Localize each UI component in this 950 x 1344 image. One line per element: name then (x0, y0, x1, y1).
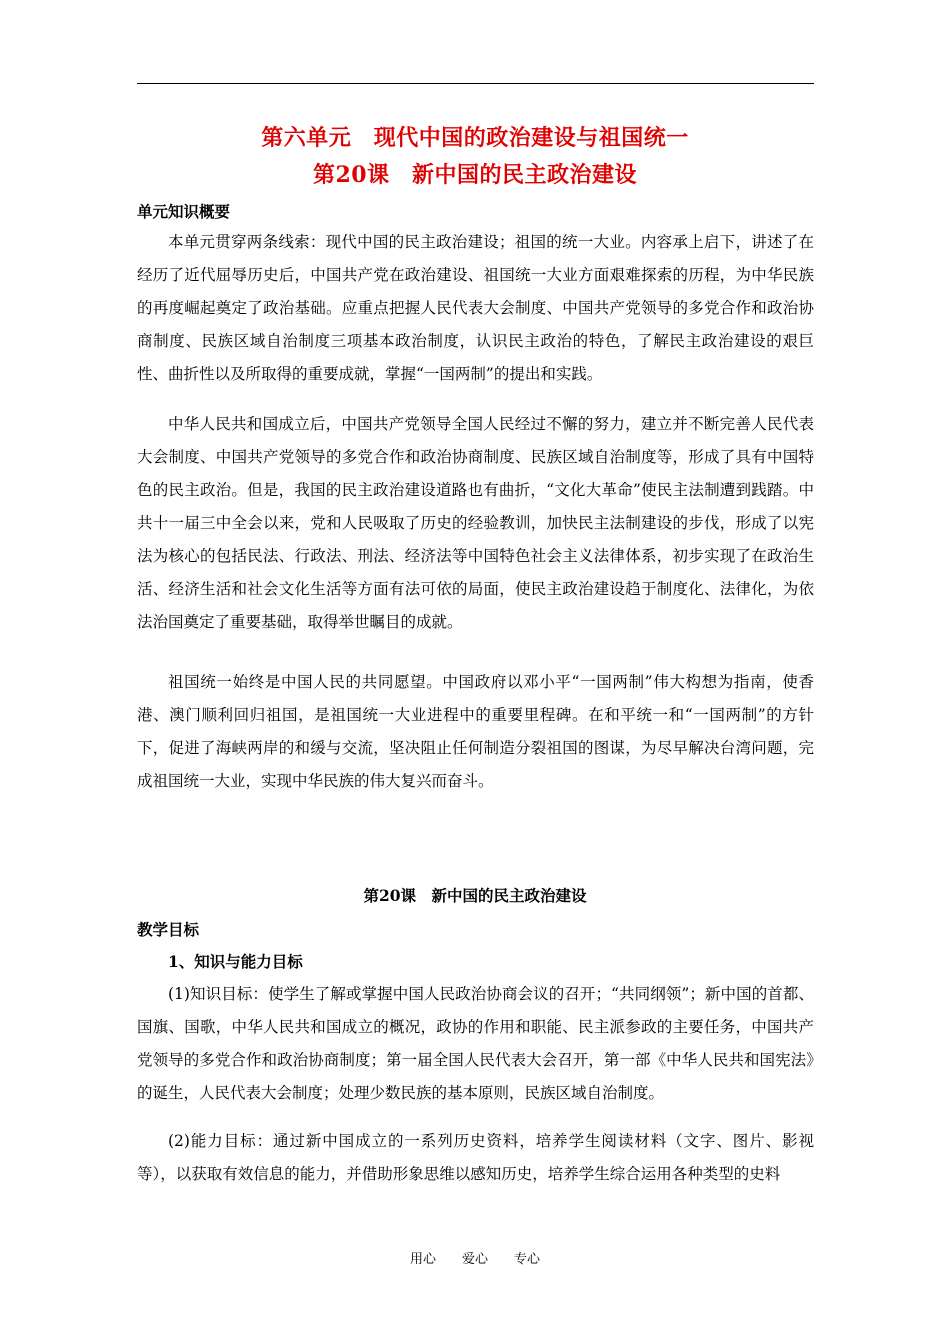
lesson-subtitle: 第20课 新中国的民主政治建设 (363, 886, 587, 905)
goal-paragraph-2: (2)能力目标：通过新中国成立的一系列历史资料，培养学生阅读材料（文字、图片、影视等），以获取有效信息的能力，并借助形象思维以感知历史，培养学生综合运用各种类型的史料 (137, 1132, 814, 1183)
overview-paragraph-2: 中华人民共和国成立后，中国共产党领导全国人民经过不懈的努力，建立并不断完善人民代表大会制度、中国共产党领导的多党合作和政治协商制度、民族区域自治制度等，形成了具有中国特色的民主政治。但是，我国的民主政治建设道路也有曲折，“文化大革命”使民主法制遭到践踏。中共十一届三中全会以来，党和人民吸取了历史的经验教训，加快民主法制建设的步伐，形成了以宪法为核心的包括民法、行政法、刑法、经济法等中国特色社会主义法律体系，初步实现了在政治生活、经济生活和社会文化生活等方面有法可依的局面，使民主政治建设趋于制度化、法律化，为依法治国奠定了重要基础，取得举世瞩目的成就。 (137, 415, 814, 631)
knowledge-heading: 1、知识与能力目标 (168, 952, 303, 971)
goals-heading: 教学目标 (137, 920, 200, 939)
goal-paragraph-1: (1)知识目标：使学生了解或掌握中国人民政治协商会议的召开；“共同纲领”；新中国的首都、国旗、国歌，中华人民共和国成立的概况，政协的作用和职能、民主派参政的主要任务，中国共产党领导的多党合作和政治协商制度；第一届全国人民代表大会召开，第一部《中华人民共和国宪法》的诞生，人民代表大会制度；处理少数民族的基本原则，民族区域自治制度。 (137, 985, 814, 1102)
overview-heading: 单元知识概要 (137, 202, 231, 221)
overview-paragraph-1: 本单元贯穿两条线索：现代中国的民主政治建设；祖国的统一大业。内容承上启下，讲述了在经历了近代屈辱历史后，中国共产党在政治建设、祖国统一大业方面艰难探索的历程，为中华民族的再度崛起奠定了政治基础。应重点把握人民代表大会制度、中国共产党领导的多党合作和政治协商制度、民族区域自治制度三项基本政治制度，认识民主政治的特色，了解民主政治建设的艰巨性、曲折性以及所取得的重要成就，掌握“一国两制”的提出和实践。 (137, 233, 814, 383)
lesson-title: 第20课 新中国的民主政治建设 (312, 162, 638, 188)
page-footer: 用心 爱心 专心 (409, 1252, 540, 1267)
overview-paragraph-3: 祖国统一始终是中国人民的共同愿望。中国政府以邓小平“一国两制”伟大构想为指南，使香港、澳门顺利回归祖国，是祖国统一大业进程中的重要里程碑。在和平统一和“一国两制”的方针下，促进了海峡两岸的和缓与交流，坚决阻止任何制造分裂祖国的图谋，为尽早解决台湾问题，完成祖国统一大业，实现中华民族的伟大复兴而奋斗。 (137, 673, 814, 790)
unit-title: 第六单元 现代中国的政治建设与祖国统一 (261, 125, 689, 151)
header-rule (137, 83, 814, 84)
